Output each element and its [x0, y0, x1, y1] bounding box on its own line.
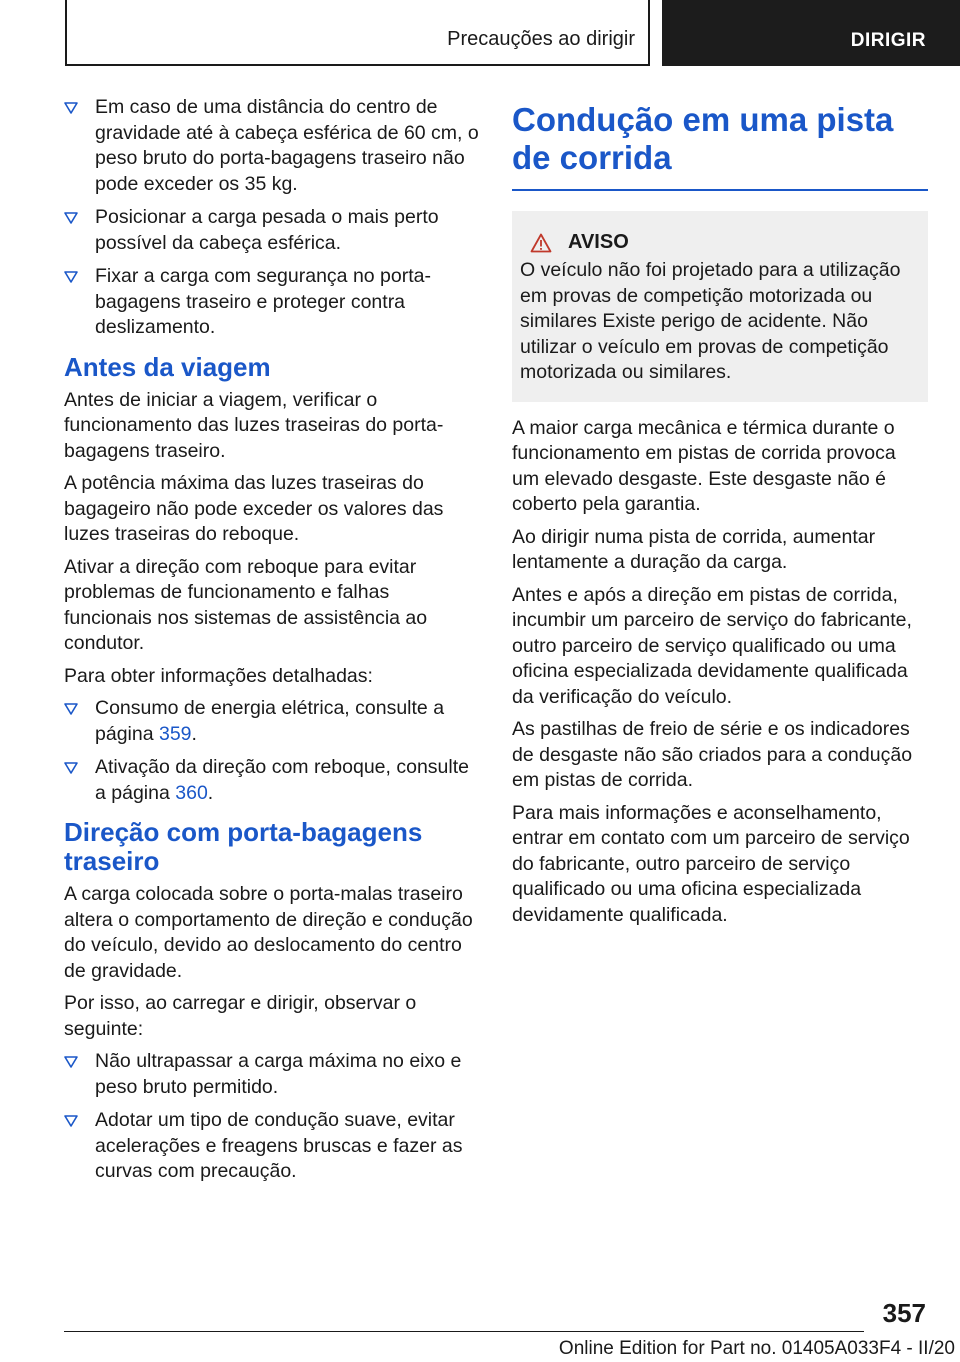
left-column — [64, 95, 480, 1193]
paragraph: A potência máxima das luzes traseiras do bagageiro não pode exceder os valores das luzes traseiras do reboque. — [64, 472, 444, 545]
warning-title: AVISO — [568, 231, 629, 253]
bullet-list-references — [64, 696, 480, 806]
triangle-bullet-icon — [64, 102, 78, 114]
list-item — [64, 1049, 480, 1100]
triangle-bullet-icon — [64, 271, 78, 283]
list-item — [64, 696, 480, 747]
list-item — [64, 1108, 480, 1185]
triangle-bullet-icon — [64, 212, 78, 224]
paragraph: Antes de iniciar a viagem, verificar o funcionamento das luzes traseiras do porta-bagagens traseiro. — [64, 388, 444, 462]
header-rule-bottom — [65, 64, 650, 66]
paragraph: A carga colocada sobre o porta-malas traseiro altera o comportamento de direção e condução do veículo, devido ao deslocamento do centro de gravidade. — [64, 883, 473, 982]
paragraph: As pastilhas de freio de série e os indicadores de desgaste não são criados para a condução em pistas de corrida. — [512, 718, 913, 791]
list-item-text: Posicionar a carga pesada o mais perto possível da cabeça esférica. — [95, 206, 439, 254]
warning-header — [520, 231, 920, 254]
list-item-text: Fixar a carga com segurança no porta-bagagens traseiro e proteger contra deslizamento. — [95, 265, 431, 338]
header-chapter-label: DIRIGIR — [850, 30, 926, 51]
paragraph: Para obter informações detalhadas: — [64, 664, 373, 687]
page-header — [0, 0, 960, 66]
list-item — [64, 95, 480, 197]
header-rule-left — [65, 0, 67, 66]
right-column — [512, 95, 928, 935]
warning-triangle-icon — [530, 233, 552, 253]
header-section-title: Precauções ao dirigir — [447, 28, 635, 50]
heading-underline — [512, 189, 928, 191]
list-item — [64, 205, 480, 256]
page-reference-link[interactable]: 360 — [175, 781, 208, 804]
warning-box — [512, 211, 928, 402]
list-item-end: . — [207, 781, 214, 804]
section-heading-before-trip: Antes da viagem — [64, 351, 271, 382]
list-item-end: . — [191, 722, 197, 745]
bullet-list-driving — [64, 1049, 480, 1185]
bullet-list-load — [64, 95, 480, 341]
section-heading-rear-carrier: Direção com porta-bagagens traseiro — [64, 817, 423, 876]
list-item-text: Em caso de uma distância do centro de gravidade até à cabeça esférica de 60 cm, o peso bruto do porta-bagagens traseiro não pode exceder os 35 kg. — [95, 96, 479, 195]
footer-edition: Online Edition for Part no. 01405A033F4 - II/20 — [558, 1338, 955, 1359]
paragraph: Ao dirigir numa pista de corrida, aumentar lentamente a duração da carga. — [512, 525, 876, 573]
paragraph: Ativar a direção com reboque para evitar problemas de funcionamento e falhas funcionais nos sistemas de assistência ao condutor. — [64, 555, 428, 654]
page-number: 357 — [882, 1298, 926, 1328]
triangle-bullet-icon — [64, 703, 78, 715]
page-reference-link[interactable]: 359 — [158, 722, 192, 745]
list-item — [64, 755, 480, 806]
triangle-bullet-icon — [64, 1056, 78, 1068]
main-heading-race-track: Condução em uma pista de corrida — [512, 101, 894, 176]
paragraph: Para mais informações e aconselhamento, entrar em contato com um parceiro de serviço do fabricante, outro parceiro de serviço qualificado ou uma oficina especializada devidamente qualificada. — [512, 801, 910, 926]
footer-rule — [64, 1331, 864, 1332]
header-chapter-tab — [662, 0, 960, 66]
paragraph: A maior carga mecânica e térmica durante o funcionamento em pistas de corrida provoca um elevado desgaste. Este desgaste não é coberto pela garantia. — [512, 416, 896, 515]
list-item-text: Consumo de energia elétrica, consulte a página — [95, 697, 445, 745]
warning-text: O veículo não foi projetado para a utilização em provas de competição motorizada ou similares Existe perigo de acidente. Não utilizar o veículo em provas de competição motorizada ou similares. — [520, 259, 901, 383]
list-item-text: Não ultrapassar a carga máxima no eixo e peso bruto permitido. — [95, 1050, 462, 1098]
list-item-text: Adotar um tipo de condução suave, evitar acelerações e freagens bruscas e fazer as curvas com precaução. — [95, 1109, 463, 1182]
paragraph: Antes e após a direção em pistas de corrida, incumbir um parceiro de serviço do fabricante, outro parceiro de serviço qualificado ou uma oficina especializada devidamente qualificada da verificação do veículo. — [512, 583, 912, 708]
list-item-text: Ativação da direção com reboque, consulte a página — [95, 756, 469, 804]
paragraph: Por isso, ao carregar e dirigir, observar o seguinte: — [64, 992, 417, 1040]
list-item — [64, 264, 480, 341]
header-rule-right — [648, 0, 650, 66]
triangle-bullet-icon — [64, 762, 78, 774]
triangle-bullet-icon — [64, 1115, 78, 1127]
